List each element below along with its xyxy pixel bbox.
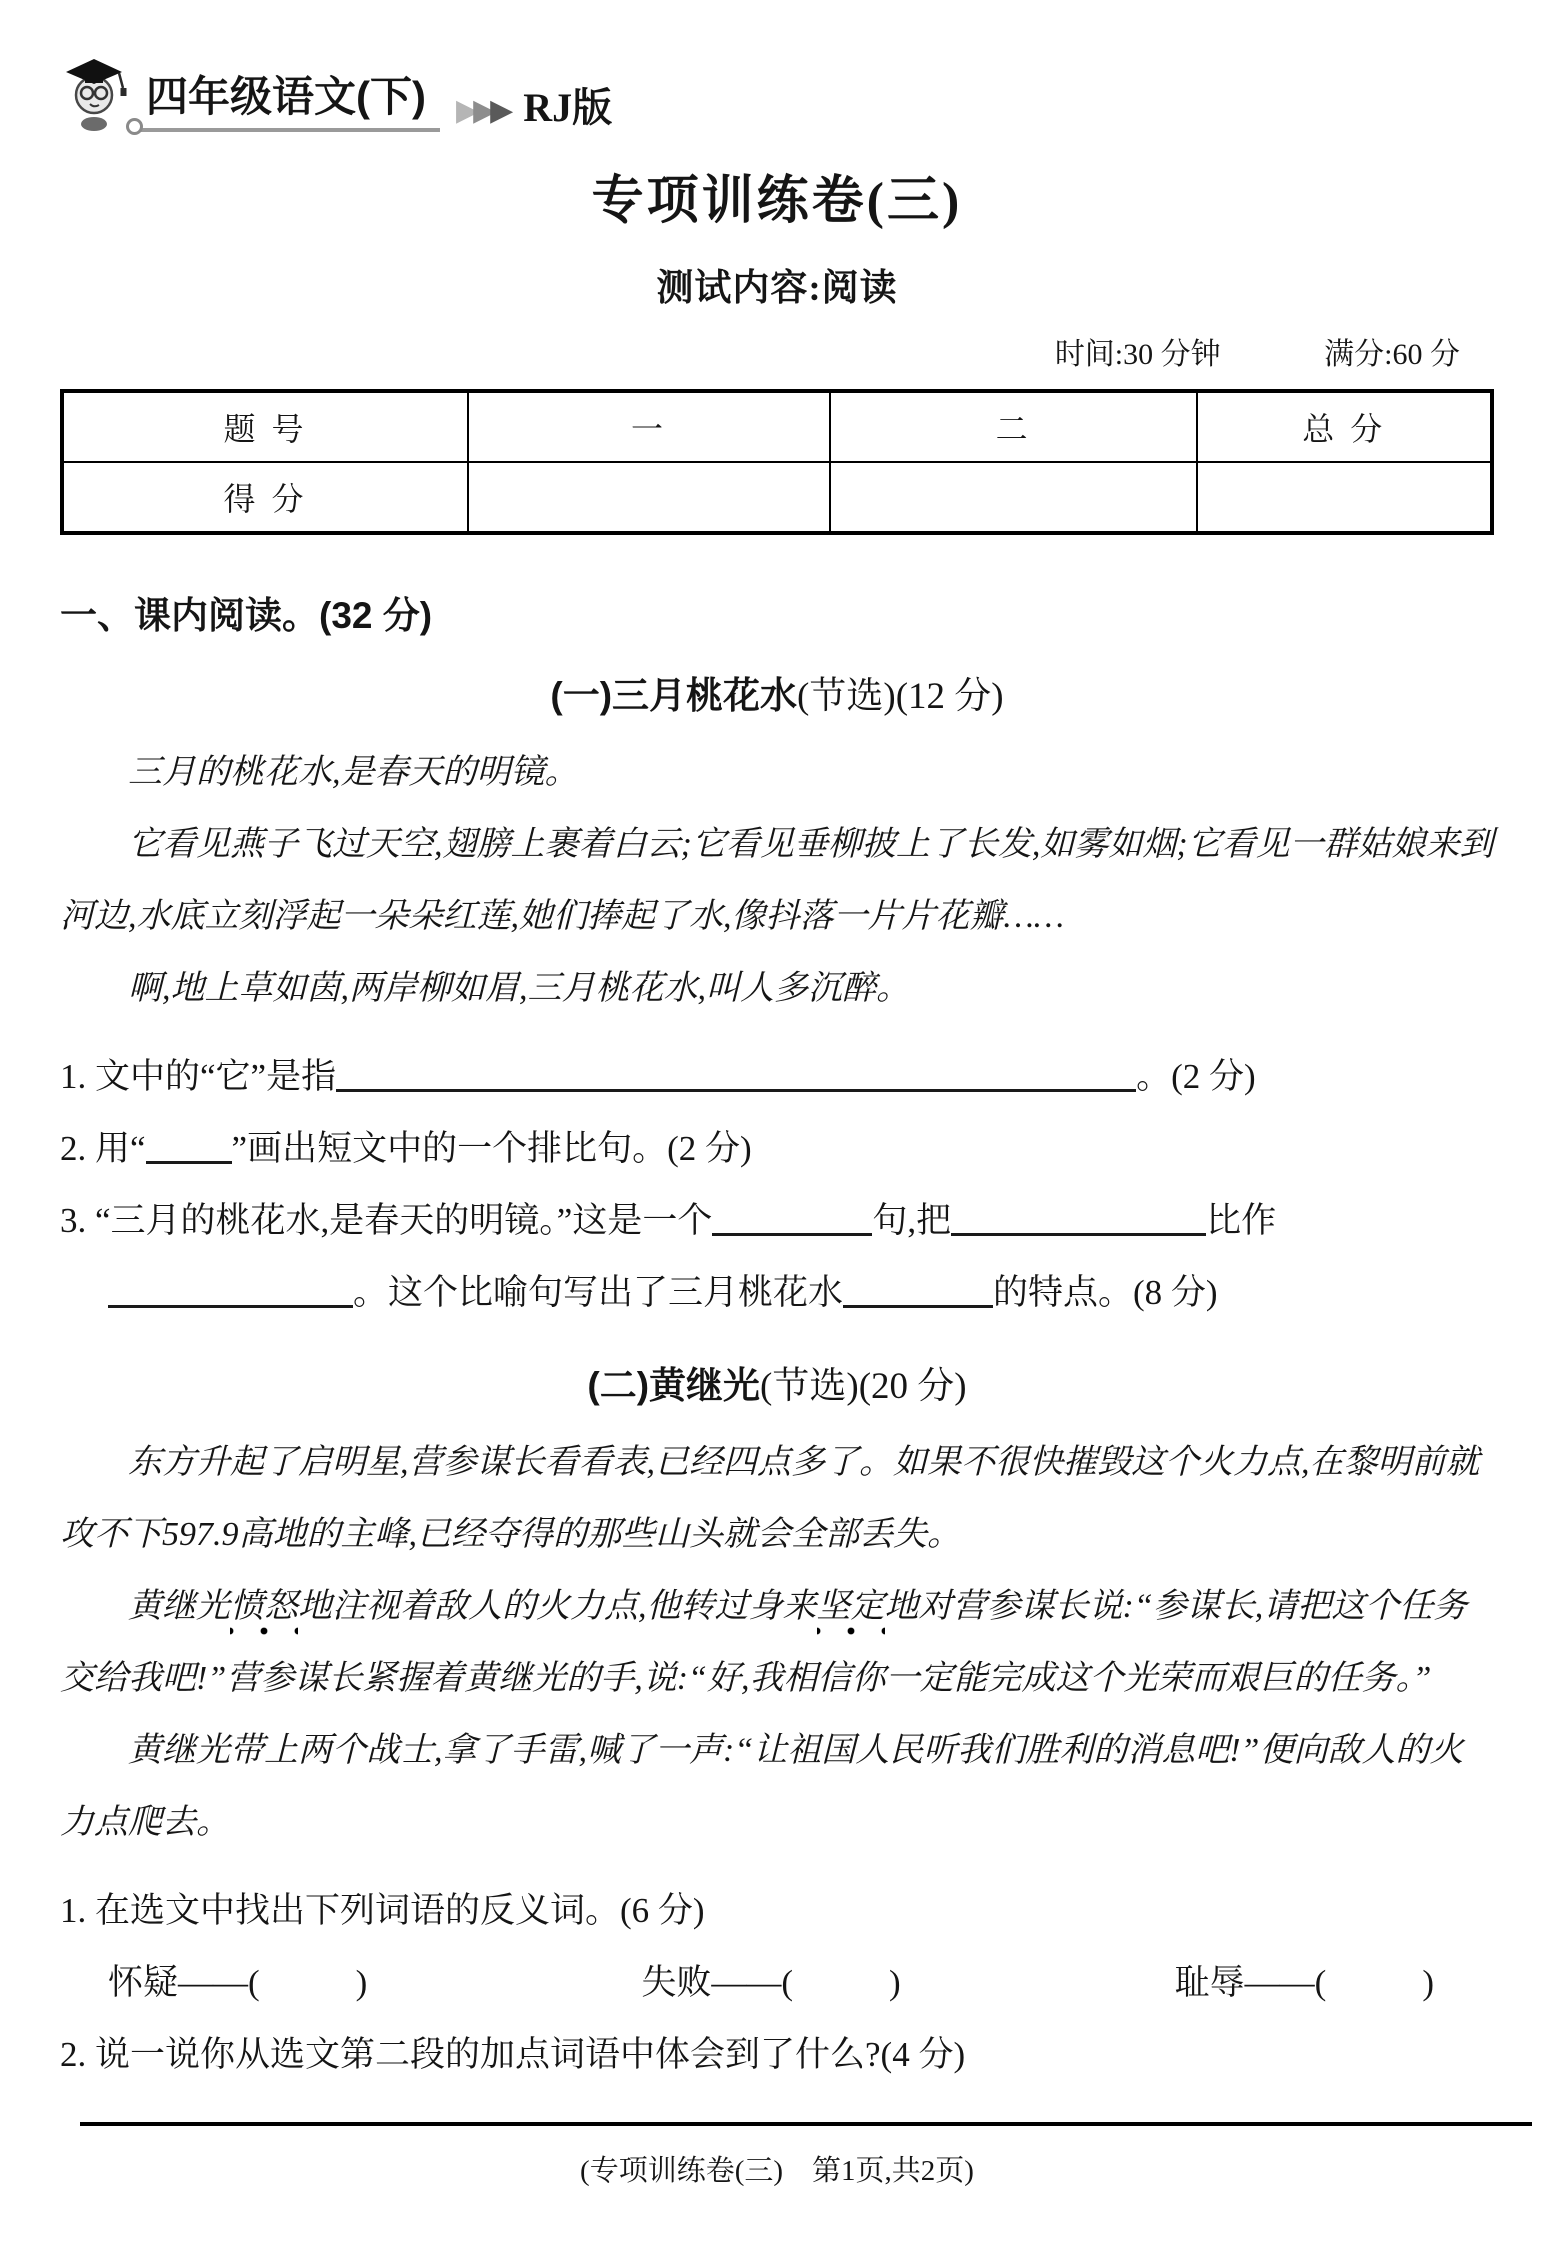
passage-two-paragraph: 黄继光愤怒地注视着敌人的火力点,他转过身来坚定地对营参谋长说:“参谋长,请把这个任务交给我吧!”营参谋长紧握着黄继光的手,说:“好,我相信你一定能完成这个光荣而艰巨的任务。” bbox=[60, 1588, 1468, 1697]
column-two-label: 二 bbox=[830, 391, 1198, 462]
paper-title: 专项训练卷(三) bbox=[591, 173, 963, 230]
answer-blank[interactable] bbox=[712, 1198, 872, 1236]
section-one-heading: 一、课内阅读。(32 分) bbox=[60, 595, 433, 636]
total-score-label: 总 分 bbox=[1197, 391, 1492, 462]
line-start-dot bbox=[126, 118, 143, 135]
question-3-suffix: 的特点。(8 分) bbox=[993, 1273, 1218, 1312]
part-two-question-2: 2. 说一说你从选文第二段的加点词语中体会到了什么?(4 分) bbox=[60, 2035, 966, 2074]
passage-one-paragraph: 三月的桃花水,是春天的明镜。 bbox=[128, 754, 579, 791]
passage-one-paragraph: 它看见燕子飞过天空,翅膀上裹着白云;它看见垂柳披上了长发,如雾如烟;它看见一群姑娘来到河边,水底立刻浮起一朵朵红莲,她们捧起了水,像抖落一片片花瓣…… bbox=[60, 826, 1494, 935]
question-3-text: 句,把 bbox=[872, 1201, 952, 1240]
passage-two-paragraph: 黄继光带上两个战士,拿了手雷,喊了一声:“让祖国人民听我们胜利的消息吧!”便向敌人的火力点爬去。 bbox=[60, 1732, 1464, 1841]
graduate-mascot-icon bbox=[60, 50, 136, 132]
antonym-item: 耻辱——( ) bbox=[1174, 1963, 1434, 2002]
part-one-note: (节选)(12 分) bbox=[797, 676, 1004, 717]
edition-label: RJ版 bbox=[523, 85, 613, 130]
question-2-text: 2. 用“ bbox=[60, 1129, 146, 1168]
score-entry-cell-two[interactable] bbox=[830, 462, 1198, 533]
part-one-title: (一)三月桃花水 bbox=[550, 675, 798, 716]
answer-blank[interactable] bbox=[951, 1198, 1206, 1236]
grade-subject-label: 四年级语文(下) bbox=[140, 76, 440, 132]
part-one-heading bbox=[60, 665, 1494, 719]
part-two-note: (节选)(20 分) bbox=[760, 1366, 967, 1407]
question-3-text: 。这个比喻句写出了三月桃花水 bbox=[353, 1273, 844, 1312]
score-table-score-row bbox=[62, 462, 1492, 533]
brand-header bbox=[60, 48, 1494, 132]
answer-blank[interactable] bbox=[336, 1054, 1136, 1092]
answer-blank[interactable] bbox=[108, 1270, 353, 1308]
passage-one-paragraph: 啊,地上草如茵,两岸柳如眉,三月桃花水,叫人多沉醉。 bbox=[128, 970, 910, 1007]
question-1-text: 1. 文中的“它”是指 bbox=[60, 1057, 337, 1096]
full-score-label: 满分:60 分 bbox=[1324, 338, 1460, 371]
score-table bbox=[60, 389, 1494, 535]
score-entry-cell-one[interactable] bbox=[468, 462, 830, 533]
emphasized-word: 坚定 bbox=[817, 1588, 885, 1637]
meta-line bbox=[60, 329, 1494, 373]
question-3-text: 比作 bbox=[1206, 1201, 1277, 1240]
question-2 bbox=[60, 1113, 1494, 1185]
question-2-suffix: ”画出短文中的一个排比句。(2 分) bbox=[231, 1129, 752, 1168]
part-two-question-1: 1. 在选文中找出下列词语的反义词。(6 分) bbox=[60, 1891, 705, 1930]
passage-one bbox=[60, 737, 1494, 1025]
antonym-item: 怀疑——( ) bbox=[108, 1963, 368, 2002]
footer-page-indicator: (专项训练卷(三) 第1页,共2页) bbox=[580, 2155, 974, 2187]
answer-blank[interactable] bbox=[146, 1126, 232, 1164]
triple-arrow-icon: ▶▶▶ bbox=[455, 94, 508, 127]
question-number-label: 题 号 bbox=[62, 391, 468, 462]
question-1 bbox=[60, 1041, 1494, 1113]
question-3 bbox=[60, 1185, 1494, 1329]
antonym-fill-row bbox=[60, 1947, 1494, 2019]
emphasized-word: 愤怒 bbox=[230, 1588, 298, 1637]
answer-blank[interactable] bbox=[843, 1270, 993, 1308]
score-table-header-row bbox=[62, 391, 1492, 462]
paper-subtitle: 测试内容:阅读 bbox=[656, 268, 898, 309]
score-entry-cell-total[interactable] bbox=[1197, 462, 1492, 533]
part-two-title: (二)黄继光 bbox=[587, 1365, 761, 1406]
score-label-cell: 得 分 bbox=[62, 462, 468, 533]
antonym-item: 失败——( ) bbox=[641, 1963, 901, 2002]
part-two-heading bbox=[60, 1355, 1494, 1409]
column-one-label: 一 bbox=[468, 391, 830, 462]
question-1-suffix: 。(2 分) bbox=[1136, 1057, 1256, 1096]
question-3-text: 3. “三月的桃花水,是春天的明镜。”这是一个 bbox=[60, 1201, 713, 1240]
footer-divider bbox=[80, 2122, 1532, 2126]
passage-two-paragraph: 东方升起了启明星,营参谋长看看表,已经四点多了。如果不很快摧毁这个火力点,在黎明前就攻不下597.9高地的主峰,已经夺得的那些山头就会全部丢失。 bbox=[60, 1444, 1480, 1553]
passage-two bbox=[60, 1427, 1494, 1859]
time-limit-label: 时间:30 分钟 bbox=[1054, 338, 1221, 371]
